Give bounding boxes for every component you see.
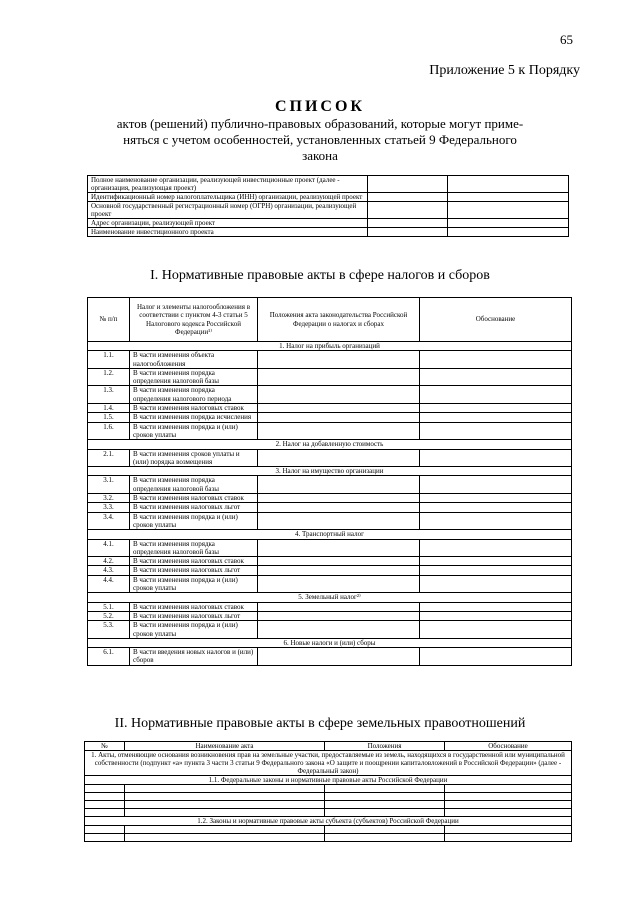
- justification-cell: [420, 449, 572, 467]
- provisions-cell: [258, 368, 420, 386]
- info-value-cell: [368, 219, 448, 228]
- section-1-heading: I. Нормативные правовые акты в сфере налогов и сборов: [150, 268, 490, 283]
- section-row: [85, 776, 572, 785]
- provisions-cell: [258, 404, 420, 413]
- section-title: 2. Налог на добавленную стоимость: [88, 440, 572, 449]
- row-description: В части изменения порядка и (или) сроков уплаты: [130, 422, 258, 440]
- subtitle-line: няться с учетом особенностей, установленных статьей 9 Федерального: [123, 132, 517, 147]
- tax-acts-body: [88, 342, 572, 666]
- info-row: [88, 228, 569, 237]
- justification-cell: [420, 404, 572, 413]
- column-header: Положения: [325, 742, 445, 751]
- justification-cell: [420, 539, 572, 557]
- table-row: [88, 404, 572, 413]
- row-description: В части введения новых налогов и (или) сборов: [130, 648, 258, 666]
- empty-cell: [125, 801, 325, 809]
- subtitle-line: актов (решений) публично-правовых образований, которые могут приме-: [116, 116, 524, 131]
- table-row: [88, 413, 572, 422]
- table-row: [88, 368, 572, 386]
- row-description: В части изменения налоговых ставок: [130, 557, 258, 566]
- table-row: [88, 449, 572, 467]
- table-row: [88, 648, 572, 666]
- row-description: В части изменения налоговых льгот: [130, 566, 258, 575]
- section-title: 4. Транспортный налог: [88, 530, 572, 539]
- provisions-cell: [258, 351, 420, 369]
- empty-cell: [85, 809, 125, 817]
- section-row: [88, 342, 572, 351]
- provisions-cell: [258, 494, 420, 503]
- info-row: [88, 202, 569, 219]
- justification-cell: [420, 602, 572, 611]
- table-row: [88, 539, 572, 557]
- row-description: В части изменения налоговых ставок: [130, 602, 258, 611]
- row-number: 4.4.: [88, 575, 130, 593]
- info-value-cell: [368, 193, 448, 202]
- provisions-cell: [258, 621, 420, 639]
- info-value-cell: [448, 228, 569, 237]
- justification-cell: [420, 566, 572, 575]
- empty-row: [85, 834, 572, 842]
- empty-cell: [325, 785, 445, 793]
- info-label: Наименование инвестиционного проекта: [88, 228, 368, 237]
- column-header: Обоснование: [445, 742, 572, 751]
- table-row: [88, 602, 572, 611]
- justification-cell: [420, 476, 572, 494]
- row-number: 4.2.: [88, 557, 130, 566]
- table-row: [88, 575, 572, 593]
- provisions-cell: [258, 503, 420, 512]
- justification-cell: [420, 621, 572, 639]
- empty-cell: [125, 834, 325, 842]
- column-header: Налог и элементы налогообложения в соответствии с пунктом 4-3 статьи 5 Налогового кодекса Российской Федерации¹⁾: [130, 298, 258, 342]
- row-number: 5.1.: [88, 602, 130, 611]
- section-row: [88, 440, 572, 449]
- empty-cell: [325, 809, 445, 817]
- row-description: В части изменения порядка и (или) сроков уплаты: [130, 575, 258, 593]
- provisions-cell: [258, 566, 420, 575]
- info-value-cell: [368, 176, 448, 193]
- document-subtitle: [100, 116, 540, 164]
- justification-cell: [420, 512, 572, 530]
- empty-cell: [445, 834, 572, 842]
- row-description: В части изменения налоговых ставок: [130, 404, 258, 413]
- empty-row: [85, 793, 572, 801]
- row-number: 3.4.: [88, 512, 130, 530]
- justification-cell: [420, 422, 572, 440]
- row-number: 1.5.: [88, 413, 130, 422]
- info-value-cell: [448, 193, 569, 202]
- section-title: 5. Земельный налог²⁾: [88, 593, 572, 602]
- empty-cell: [125, 826, 325, 834]
- column-header: Положения акта законодательства Российской Федерации о налогах и сборах: [258, 298, 420, 342]
- section-title: 3. Налог на имущество организации: [88, 467, 572, 476]
- empty-cell: [125, 809, 325, 817]
- document-title: СПИСОК: [274, 98, 366, 115]
- provisions-cell: [258, 386, 420, 404]
- empty-cell: [325, 826, 445, 834]
- organization-info-table: [87, 175, 569, 237]
- table-row: [88, 494, 572, 503]
- justification-cell: [420, 368, 572, 386]
- row-description: В части изменения порядка определения налоговой базы: [130, 368, 258, 386]
- info-row: [88, 219, 569, 228]
- empty-row: [85, 785, 572, 793]
- info-value-cell: [448, 219, 569, 228]
- justification-cell: [420, 648, 572, 666]
- info-row: [88, 176, 569, 193]
- row-description: В части изменения порядка определения налоговой базы: [130, 476, 258, 494]
- empty-cell: [325, 793, 445, 801]
- table-row: [88, 512, 572, 530]
- table-row: [88, 386, 572, 404]
- subsection-title: 1.2. Законы и нормативные правовые акты субъекта (субъектов) Российской Федерации: [85, 817, 572, 826]
- empty-cell: [125, 793, 325, 801]
- provisions-cell: [258, 575, 420, 593]
- row-number: 3.2.: [88, 494, 130, 503]
- row-number: 4.3.: [88, 566, 130, 575]
- row-description: В части изменения порядка определения налоговой базы: [130, 539, 258, 557]
- table-row: [88, 621, 572, 639]
- empty-row: [85, 801, 572, 809]
- row-number: 5.2.: [88, 611, 130, 620]
- column-header: № п/п: [88, 298, 130, 342]
- info-value-cell: [368, 202, 448, 219]
- info-value-cell: [368, 228, 448, 237]
- info-row: [88, 193, 569, 202]
- provisions-cell: [258, 648, 420, 666]
- justification-cell: [420, 557, 572, 566]
- subtitle-line: закона: [302, 148, 338, 163]
- provisions-cell: [258, 602, 420, 611]
- empty-cell: [325, 834, 445, 842]
- section-row: [88, 530, 572, 539]
- subsection-title: 1.1. Федеральные законы и нормативные правовые акты Российской Федерации: [85, 776, 572, 785]
- appendix-label: Приложение 5 к Порядку: [429, 63, 580, 78]
- info-label: Полное наименование организации, реализующей инвестиционные проект (далее - организация, реализующая проект): [88, 176, 368, 193]
- table-row: [88, 611, 572, 620]
- row-number: 3.1.: [88, 476, 130, 494]
- section-row: [85, 751, 572, 776]
- provisions-cell: [258, 413, 420, 422]
- empty-cell: [445, 826, 572, 834]
- provisions-cell: [258, 422, 420, 440]
- tax-acts-table: [87, 297, 572, 666]
- table-row: [88, 566, 572, 575]
- empty-cell: [85, 826, 125, 834]
- empty-row: [85, 826, 572, 834]
- land-acts-table: [84, 741, 572, 842]
- row-number: 1.1.: [88, 351, 130, 369]
- column-header: №: [85, 742, 125, 751]
- empty-cell: [125, 785, 325, 793]
- justification-cell: [420, 503, 572, 512]
- row-description: В части изменения сроков уплаты и (или) порядка возмещения: [130, 449, 258, 467]
- provisions-cell: [258, 449, 420, 467]
- provisions-cell: [258, 539, 420, 557]
- info-value-cell: [448, 202, 569, 219]
- info-label: Основной государственный регистрационный номер (ОГРН) организации, реализующей проект: [88, 202, 368, 219]
- row-description: В части изменения порядка и (или) сроков уплаты: [130, 621, 258, 639]
- row-description: В части изменения объекта налогообложения: [130, 351, 258, 369]
- empty-cell: [445, 801, 572, 809]
- info-value-cell: [448, 176, 569, 193]
- row-description: В части изменения налоговых льгот: [130, 611, 258, 620]
- row-number: 1.2.: [88, 368, 130, 386]
- table-row: [88, 476, 572, 494]
- justification-cell: [420, 494, 572, 503]
- row-number: 3.3.: [88, 503, 130, 512]
- table-row: [88, 422, 572, 440]
- info-label: Идентификационный номер налогоплательщика (ИНН) организации, реализующей проект: [88, 193, 368, 202]
- provisions-cell: [258, 557, 420, 566]
- justification-cell: [420, 575, 572, 593]
- row-number: 1.6.: [88, 422, 130, 440]
- row-description: В части изменения порядка определения налогового периода: [130, 386, 258, 404]
- table-header-row: [88, 298, 572, 342]
- info-label: Адрес организации, реализующей проект: [88, 219, 368, 228]
- column-header: Наименование акта: [125, 742, 325, 751]
- row-number: 6.1.: [88, 648, 130, 666]
- justification-cell: [420, 386, 572, 404]
- section-intro: 1. Акты, отменяющие основания возникновения прав на земельные участки, предоставляемые из земель, находящихся в государственной или муниципальной собственности (подпункт «а» пункта 3 части 3 статьи 9 Федерального закона «О защите и поощрении капиталовложений в Российской Федерации» (далее - Федеральный закон): [85, 751, 572, 776]
- empty-cell: [325, 801, 445, 809]
- table-header-row: [85, 742, 572, 751]
- row-number: 5.3.: [88, 621, 130, 639]
- empty-row: [85, 809, 572, 817]
- empty-cell: [445, 809, 572, 817]
- justification-cell: [420, 413, 572, 422]
- empty-cell: [85, 801, 125, 809]
- row-number: 2.1.: [88, 449, 130, 467]
- page-number: 65: [560, 32, 573, 47]
- row-number: 1.4.: [88, 404, 130, 413]
- provisions-cell: [258, 611, 420, 620]
- section-title: 1. Налог на прибыль организаций: [88, 342, 572, 351]
- row-number: 1.3.: [88, 386, 130, 404]
- section-2-heading: II. Нормативные правовые акты в сфере земельных правоотношений: [114, 716, 526, 731]
- table-row: [88, 557, 572, 566]
- empty-cell: [85, 834, 125, 842]
- row-description: В части изменения порядка и (или) сроков уплаты: [130, 512, 258, 530]
- row-description: В части изменения налоговых льгот: [130, 503, 258, 512]
- column-header: Обоснование: [420, 298, 572, 342]
- table-row: [88, 503, 572, 512]
- section-row: [88, 638, 572, 647]
- section-row: [88, 467, 572, 476]
- empty-cell: [445, 785, 572, 793]
- provisions-cell: [258, 512, 420, 530]
- row-description: В части изменения порядка исчисления: [130, 413, 258, 422]
- section-title: 6. Новые налоги и (или) сборы: [88, 638, 572, 647]
- row-description: В части изменения налоговых ставок: [130, 494, 258, 503]
- provisions-cell: [258, 476, 420, 494]
- section-row: [88, 593, 572, 602]
- empty-cell: [85, 785, 125, 793]
- empty-cell: [85, 793, 125, 801]
- justification-cell: [420, 351, 572, 369]
- justification-cell: [420, 611, 572, 620]
- row-number: 4.1.: [88, 539, 130, 557]
- table-row: [88, 351, 572, 369]
- empty-cell: [445, 793, 572, 801]
- section-row: [85, 817, 572, 826]
